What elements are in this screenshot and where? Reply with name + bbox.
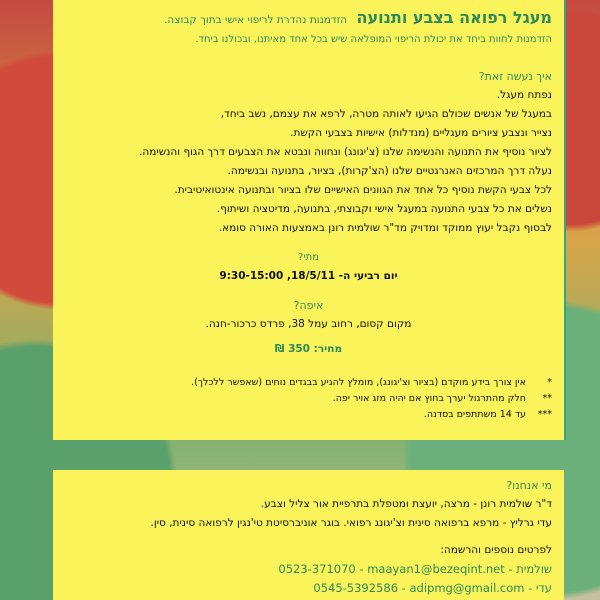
main-panel [53,0,564,440]
contact-heading: לפרטים נוספים והרשמה: [440,544,552,556]
who-heading: מי אנחנו? [506,479,552,492]
how-paragraph: נצייר ונצבע ציורים מעגליים (מנדלות) אישיות בצבעי הקשת. [290,127,552,139]
contact-phone[interactable]: 0523-371070 [278,562,356,576]
how-heading: איך נעשה זאת? [478,70,552,83]
how-paragraph: לבסוף נקבל יעוץ ממוקד ומדויק מד"ר שולמית רונן באמצעות האורה סומא. [218,222,552,234]
contact-name: שולמית - [508,562,552,576]
contact-phone[interactable]: 0545-5392586 [313,581,399,595]
contact-name: עדי - [528,581,552,595]
page-title: מעגל רפואה בצבע ותנועה [356,8,552,27]
contact-line [65,579,552,598]
when-value: יום רביעי ה- 18/5/11, 9:30-15:00 [219,270,398,282]
when-heading: מתי? [298,252,319,263]
how-paragraph: נפתח מעגל. [496,89,552,101]
where-value: מקום קסום, רחוב עמל 38, פרדס כרכור-חנה. [205,318,412,330]
how-paragraph: נעלה דרך המרכזים האנרגטיים שלנו (הצ'קרות), בציור, בתנועה ובנשימה. [227,165,552,177]
how-paragraph: נשלים את כל צבעי התנועה במעגל אישי וקבוצתי, בתנועה, מדיטציה ושיתוף. [216,203,552,215]
where-heading: איפה? [293,299,324,312]
how-paragraph: לציור נוסיף את התנועה והנשימה שלנו (צ'יגונג) ונחווה ונבטא את הצבעים דרך הגוף והנשימה. [139,146,552,158]
title-row [65,0,552,30]
note-item [65,391,552,407]
note-mark: * [547,377,552,388]
intro-line: הזדמנות לחוות ביחד את יכולת הריפוי המופלאה שיש בכל אחד מאיתנו, ובכולנו ביחד. [195,34,552,45]
note-item [65,375,552,391]
how-paragraph: לכל צבעי הקשת נוסיף כל אחד את הגוונים האישיים שלו בציור ובתנועה אינטואיטיבית. [174,184,552,196]
note-text: אין צורך בידע מוקדם (בציור וצ'יגונג), מומלץ להגיע בבגדים נוחים (שאפשר ללכלך). [191,377,526,388]
note-text: עד 14 משתתפים בסדנה. [423,409,526,420]
contact-line [65,560,552,579]
about-panel [53,470,564,600]
price-label: מחיר: 350 ₪ [274,343,343,355]
contact-separator: - [359,562,364,576]
note-item [65,407,552,423]
contact-email-link[interactable]: maayan1@bezeqint.net [367,562,505,576]
person-line: ד"ר שולמית רונן - מרצה, יועצת ומטפלת בתרפיית אור צליל וצבע. [260,498,552,510]
contact-email-link[interactable]: adipmg@gmail.com [409,581,525,595]
note-mark: ** [542,393,552,404]
note-text: חלק מהתרגול יערך בחוץ אם יהיה מזג אויר יפה. [332,393,526,404]
contact-separator: - [401,581,406,595]
note-mark: *** [537,409,552,420]
page-subtitle: הזדמנות נהדרת לריפוי אישי בתוך קבוצה. [164,14,348,26]
notes-list [65,375,552,423]
person-line: עדי גרליץ - מרפא ברפואה סינית וצ'יגונג רפואי. בוגר אוניברסיטת טי'נגין לרפואה סינית, סין. [150,517,552,529]
how-paragraph: במעגל של אנשים שכולם הגיעו לאותה מטרה, לרפא את עצמם, נשב ביחד, [220,108,552,120]
